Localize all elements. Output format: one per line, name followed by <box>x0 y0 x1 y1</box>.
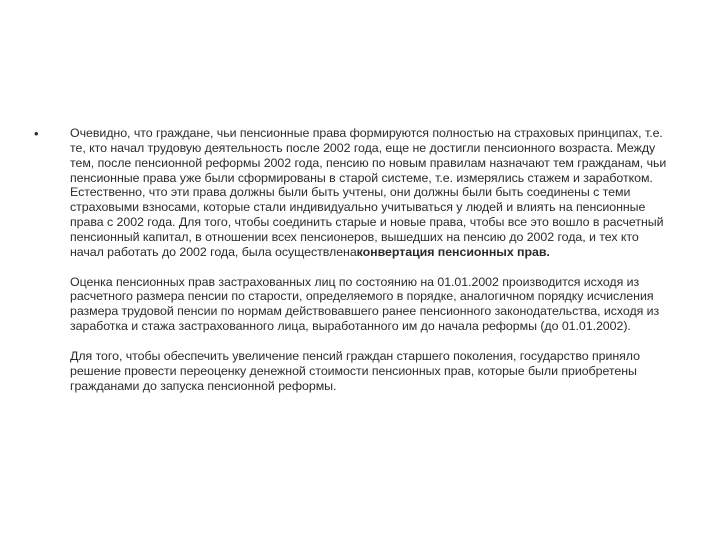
paragraph-assessment <box>70 275 674 334</box>
paragraph-conversion <box>70 126 674 260</box>
paragraph-assessment-text: Оценка пенсионных прав застрахованных лиц по состоянию на 01.01.2002 производится исходя из расчетного размера пенсии по старости, определяемого в порядке, аналогичном порядку исчисления размера трудовой пенсии по нормам действовавшего ранее пенсионного законодательства, исходя из заработка и стажа застрахованного лица, выработанного им до начала реформы (до 01.01.2002). <box>70 274 660 334</box>
bullet-marker: • <box>34 126 39 141</box>
paragraph-revaluation <box>70 349 674 394</box>
slide-content <box>70 126 674 409</box>
conversion-emphasis: конвертация пенсионных прав. <box>356 244 550 259</box>
paragraph-revaluation-text: Для того, чтобы обеспечить увеличение пенсий граждан старшего поколения, государство приняло решение провести переоценку денежной стоимости пенсионных прав, которые были приобретены гражданами до запуска пенсионной реформы. <box>70 348 640 393</box>
paragraph-conversion-text: Очевидно, что граждане, чьи пенсионные права формируются полностью на страховых принципах, т.е. те, кто начал трудовую деятельность после 2002 года, еще не достигли пенсионного возраста. Между тем, после пенсионной реформы 2002 года, пенсию по новым правилам назначают тем гражданам, чьи пенсионные права уже были сформированы в старой системе, т.е. измерялись стажем и заработком. Естественно, что эти права должны были быть учтены, они должны были быть соединены с теми страховыми взносами, которые стали индивидуально учитываться у людей и влиять на пенсионные права с 2002 года. Для того, чтобы соединить старые и новые права, чтобы все это вошло в расчетный пенсионный капитал, в отношении всех пенсионеров, вышедших на пенсию до 2002 года, и тех кто начал работать до 2002 года, была осуществлена <box>70 126 667 259</box>
